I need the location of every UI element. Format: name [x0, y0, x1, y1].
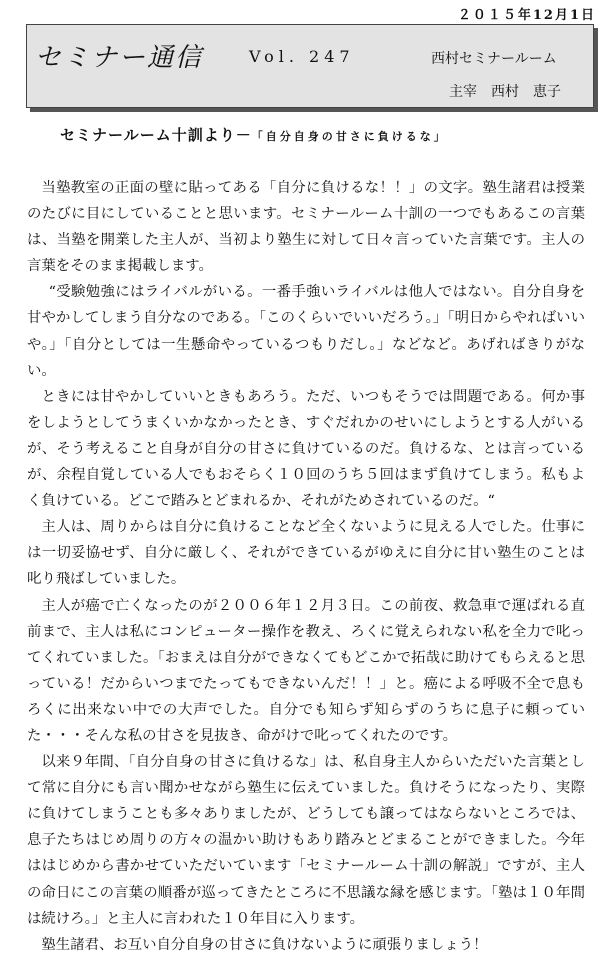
paragraph-husband: 主人は、周りからは自分に負けることなど全くないように見える人でした。仕事には一切妥協せず、自分に厳しく、それができているがゆえに自分に甘い塾生のことは叱り飛ばしていました。 [27, 519, 585, 588]
paragraph-memory: 主人が癌で亡くなったのが２００６年１２月３日。この前夜、救急車で運ばれる直前まで、主人は私にコンピューター操作を教え、ろくに覚えられない私を全力で叱ってくれていました。「おまえは自分ができなくてもどこかで拓哉に助けてもらえると思っている！だからいつまでたってもできないんだ！！」と。癌による呼吸不全で息もろくに出来ない中での大声でした。自分でも知らず知らずのうちに息子に頼っていた・・・そんな私の甘さを見抜き、命がけで叱ってくれたのです。 [27, 597, 585, 744]
paragraph-intro: 当塾教室の正面の壁に貼ってある「自分に負けるな！！」の文字。塾生諸君は授業のたびに目にしていることと思います。セミナールーム十訓の一つでもあるこの言葉は、当塾を開業した主人が、当初より塾生に対して日々言っていた言葉です。主人の言葉をそのまま掲載します。 [27, 180, 585, 275]
paragraph-since: 以来９年間、「自分自身の甘さに負けるな」は、私自身主人からいただいた言葉として常に自分にも言い聞かせながら塾生に伝えていました。負けそうになったり、実際に負けてしまうことも多々ありましたが、どうしても譲ってはならないところでは、息子たちはじめ周りの方々の温かい助けもあり踏みとどまることができました。今年ははじめから書かせていただいています「セミナールーム十訓の解説」ですが、主人の命日にこの言葉の順番が巡ってきたところに不思議な縁を感じます。「塾は１０年間は続けろ。」と主人に言われた１０年目に入ります。 [27, 754, 585, 927]
issue-date: ２０１５年12月1日 [457, 8, 596, 23]
paragraph-quote-2: ときには甘やかしていいときもあろう。ただ、いつもそうでは問題である。何か事をしようとしてうまくいかなかったとき、すぐだれかのせいにしようとする人がいるが、そう考えること自身が自分の甘さに負けているのだ。負けるな、とは言っているが、余程自覚している人でもおそらく１０回のうち５回はまず負けてしまう。私もよく負けている。どこで踏みとどまれるか、それがためされているのだ。“ [27, 388, 585, 510]
newsletter-title: セミナー通信 [35, 43, 204, 73]
article-body [27, 175, 585, 958]
headline-main: セミナールーム十訓より－ [60, 126, 252, 144]
newsletter-header [26, 24, 594, 108]
article-headline [60, 124, 448, 145]
paragraph-quote-1: “受験勉強にはライバルがいる。一番手強いライバルは他人ではない。自分自身を甘やかしてしまう自分なのである。「このくらいでいいだろう。」「明日からやればいいや。」「自分としては一生懸命やっているつもりだし。」などなど。あげればきりがない。 [27, 284, 585, 379]
volume-number: Vol. 247 [249, 47, 355, 66]
headline-subtitle: 「自分自身の甘さに負けるな」 [251, 130, 448, 143]
editor-name: 主宰 西村 恵子 [449, 84, 561, 100]
paragraph-closing: 塾生諸君、お互い自分自身の甘さに負けないように頑張りましょう！ [41, 936, 488, 953]
organization-name: 西村セミナールーム [431, 51, 557, 67]
